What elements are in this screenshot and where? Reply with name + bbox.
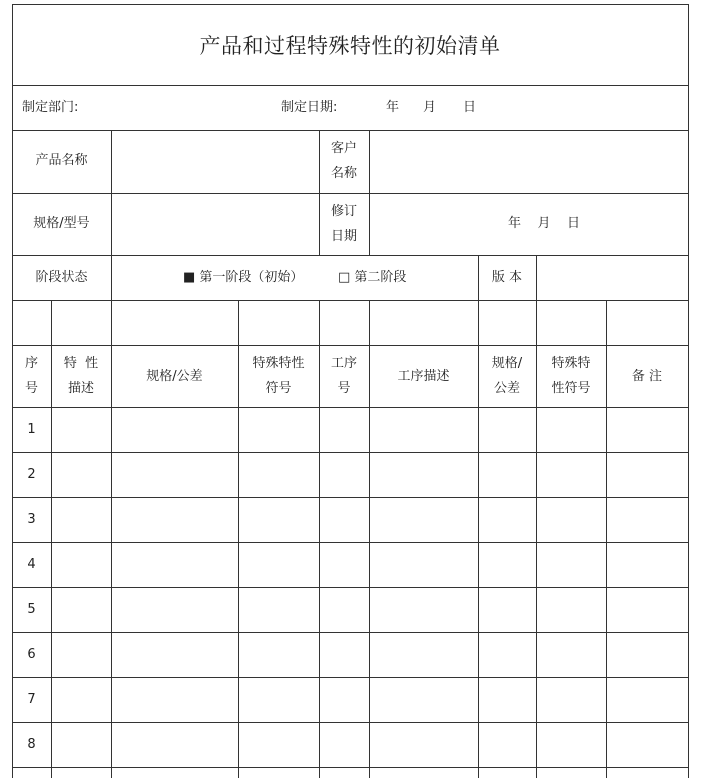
stage-option-second[interactable]: □ 第二阶段 bbox=[338, 270, 407, 285]
divider bbox=[12, 632, 689, 633]
revision-date-value: 年 月 日 bbox=[508, 216, 581, 231]
col-seq-line1: 序 bbox=[24, 356, 38, 371]
col-process-no-line1: 工序 bbox=[330, 356, 357, 371]
divider bbox=[12, 587, 689, 588]
divider bbox=[12, 345, 689, 346]
table-row-number: 1 bbox=[27, 422, 36, 437]
divider bbox=[12, 255, 689, 256]
stage-label: 阶段状态 bbox=[35, 270, 88, 285]
border-top bbox=[12, 4, 689, 5]
col-spec-tolerance: 规格/公差 bbox=[146, 369, 203, 384]
version-label: 版 本 bbox=[491, 270, 523, 285]
border-right bbox=[688, 4, 689, 778]
divider bbox=[12, 722, 689, 723]
date-label: 制定日期: bbox=[281, 100, 338, 115]
dept-label: 制定部门: bbox=[22, 100, 79, 115]
table-row-number: 2 bbox=[27, 467, 36, 482]
col-special-symbol-line2: 符号 bbox=[265, 381, 292, 396]
divider bbox=[111, 255, 112, 300]
divider bbox=[536, 255, 537, 300]
divider bbox=[12, 542, 689, 543]
table-row-number: 6 bbox=[27, 647, 36, 662]
col-special-symbol2-line2: 性符号 bbox=[551, 381, 591, 396]
stage-option-first[interactable]: ■ 第一阶段（初始） bbox=[183, 270, 304, 285]
col-special-symbol2-line1: 特殊特 bbox=[551, 356, 591, 371]
divider bbox=[12, 452, 689, 453]
divider bbox=[12, 497, 689, 498]
divider bbox=[12, 85, 689, 86]
divider bbox=[111, 130, 112, 255]
col-remark: 备 注 bbox=[631, 369, 663, 384]
divider bbox=[12, 130, 689, 131]
customer-label-line1: 客户 bbox=[330, 141, 357, 156]
col-spec-tolerance2-line1: 规格/ bbox=[491, 356, 523, 371]
divider bbox=[12, 300, 689, 301]
divider bbox=[12, 767, 689, 768]
customer-label-line2: 名称 bbox=[330, 166, 357, 181]
table-row-number: 7 bbox=[27, 692, 36, 707]
table-row-number: 5 bbox=[27, 602, 36, 617]
table-row-number: 8 bbox=[27, 737, 36, 752]
table-row-number: 3 bbox=[27, 512, 36, 527]
divider bbox=[12, 407, 689, 408]
date-day-label: 日 bbox=[463, 100, 477, 115]
table-row-number: 4 bbox=[27, 557, 36, 572]
revision-label-line2: 日期 bbox=[330, 229, 357, 244]
date-month-label: 月 bbox=[423, 100, 437, 115]
col-process-desc: 工序描述 bbox=[397, 369, 450, 384]
col-special-symbol-line1: 特殊特性 bbox=[252, 356, 305, 371]
col-spec-tolerance2-line2: 公差 bbox=[493, 381, 520, 396]
date-year-label: 年 bbox=[386, 100, 400, 115]
col-char-desc-line1: 特 性 bbox=[63, 356, 99, 371]
page-title: 产品和过程特殊特性的初始清单 bbox=[199, 34, 501, 58]
divider bbox=[12, 193, 689, 194]
col-seq-line2: 号 bbox=[24, 381, 38, 396]
divider bbox=[12, 677, 689, 678]
divider bbox=[369, 130, 370, 255]
col-process-no-line2: 号 bbox=[337, 381, 351, 396]
revision-label-line1: 修订 bbox=[330, 204, 357, 219]
spec-model-label: 规格/型号 bbox=[33, 216, 90, 231]
col-char-desc-line2: 描述 bbox=[67, 381, 94, 396]
product-name-label: 产品名称 bbox=[35, 153, 88, 168]
